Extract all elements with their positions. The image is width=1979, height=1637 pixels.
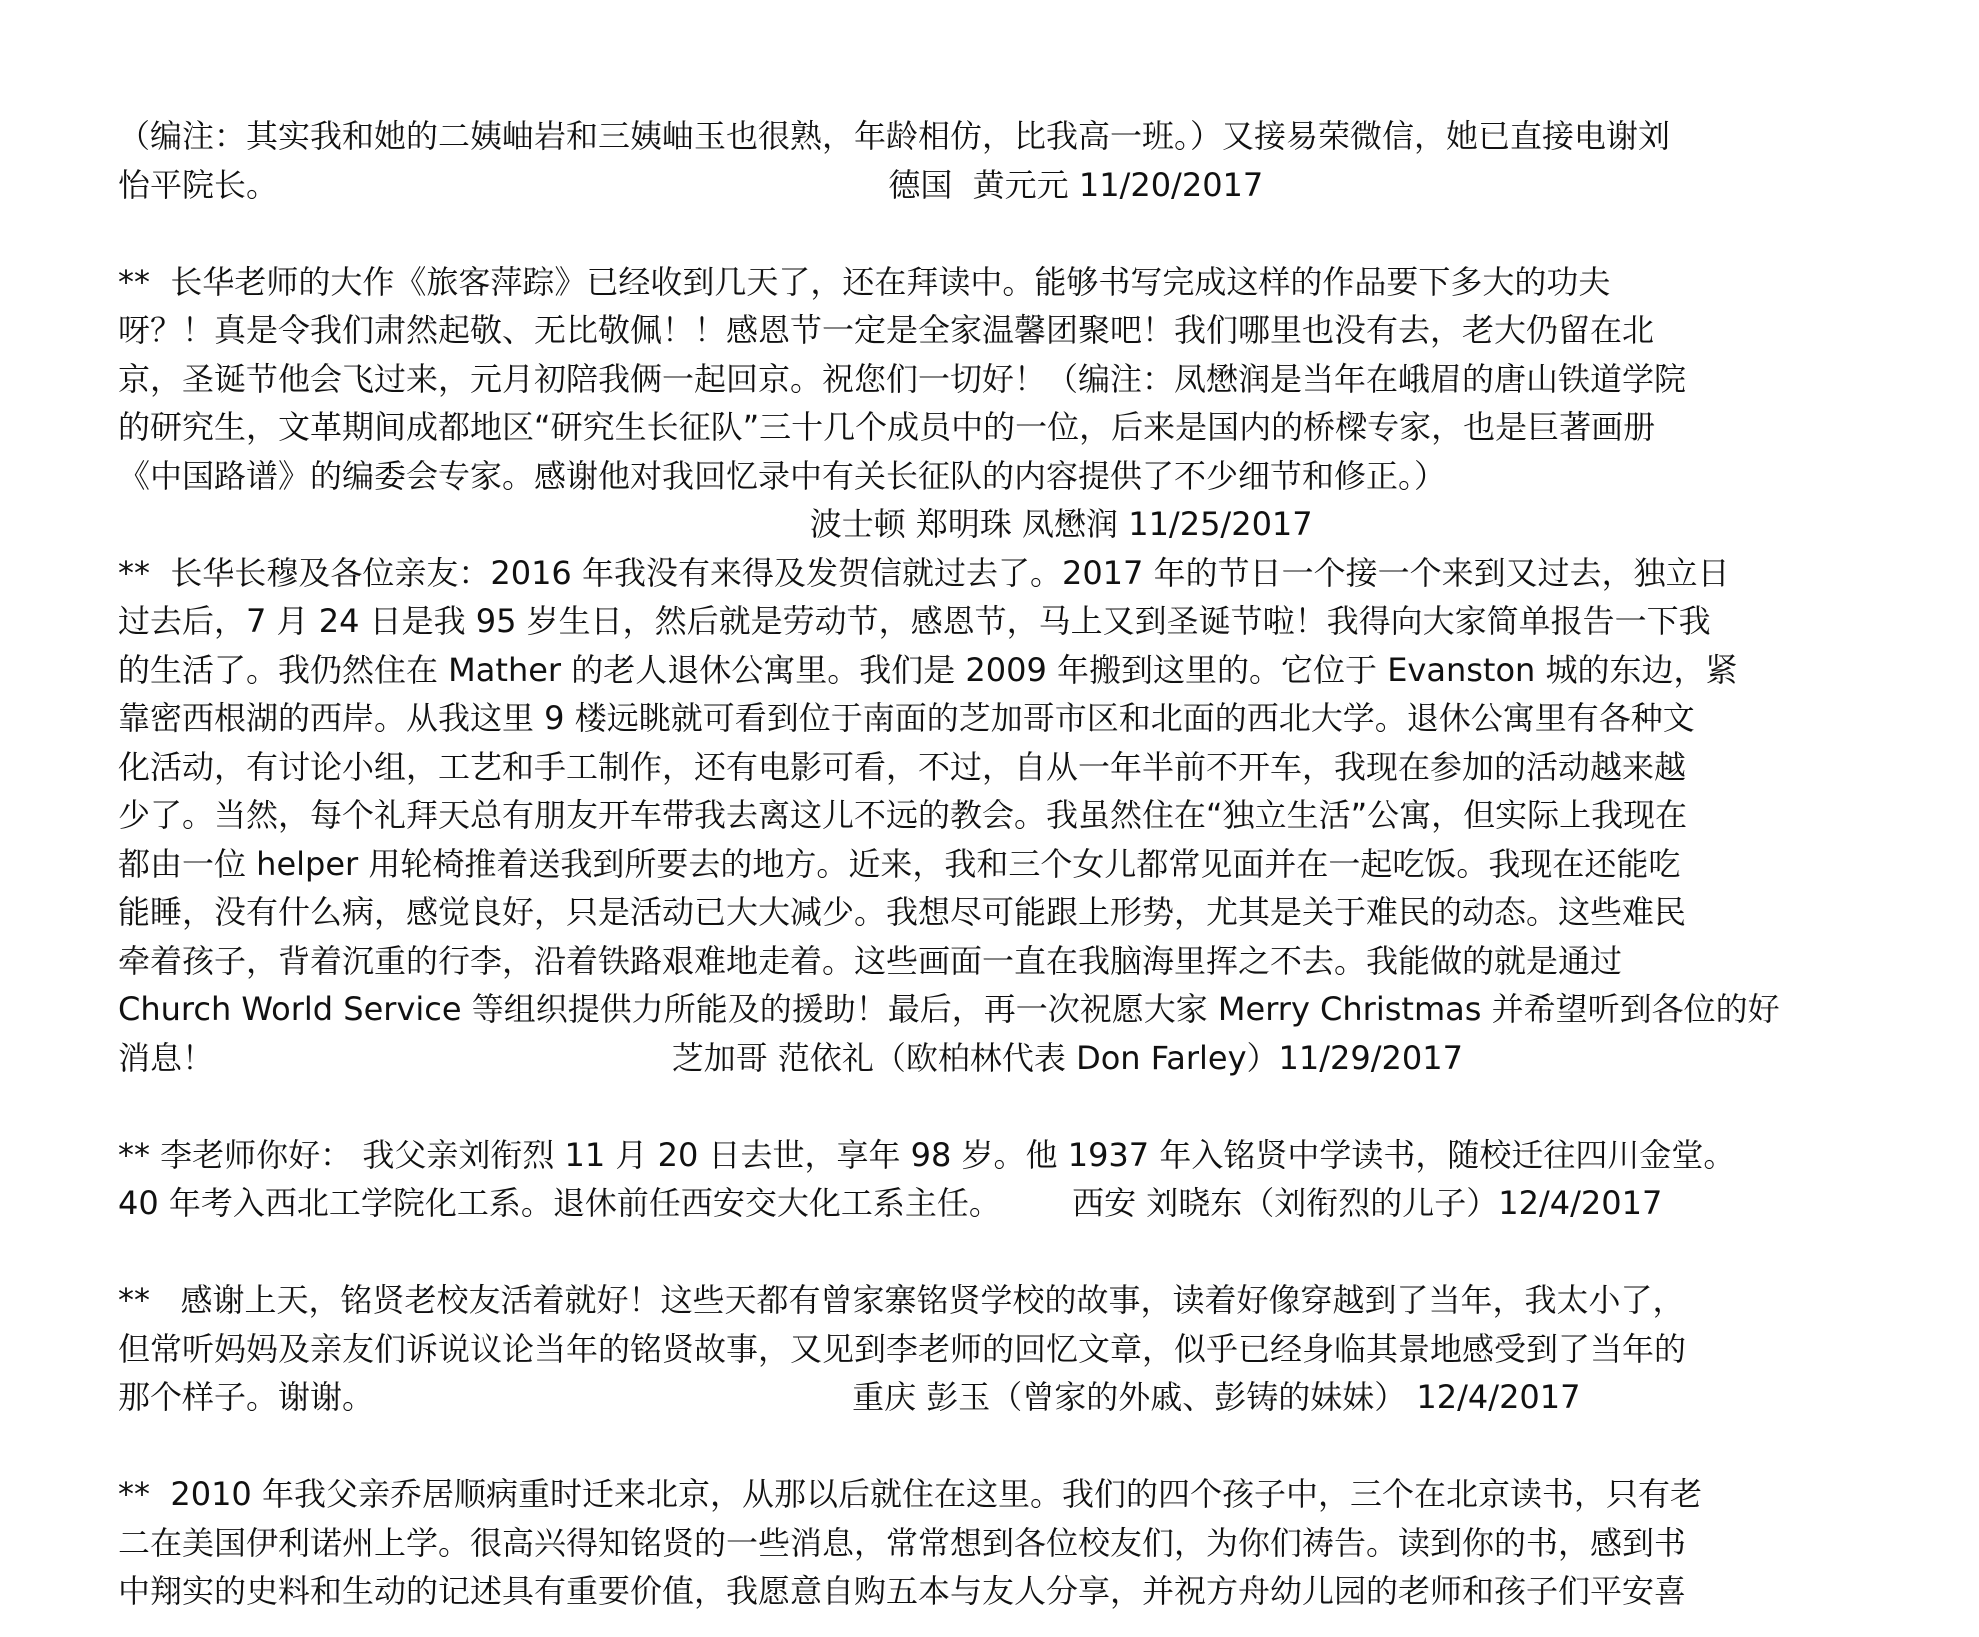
text-line: ** 长华长穆及各位亲友：2016 年我没有来得及发贺信就过去了。2017 年的节日一个接一个来到又过去，独立日 bbox=[118, 553, 1730, 592]
text-line: 化活动，有讨论小组，工艺和手工制作，还有电影可看，不过，自从一年半前不开车，我现在参加的活动越来越 bbox=[118, 747, 1687, 786]
text-line: 都由一位 helper 用轮椅推着送我到所要去的地方。近来，我和三个女儿都常见面并在一起吃饭。我现在还能吃 bbox=[118, 844, 1681, 883]
text-line: 过去后，7 月 24 日是我 95 岁生日，然后就是劳动节，感恩节，马上又到圣诞节啦！我得向大家简单报告一下我 bbox=[118, 602, 1711, 640]
text-line: 能睡，没有什么病，感觉良好，只是活动已大大减少。我想尽可能跟上形势，尤其是关于难民的动态。这些难民 bbox=[118, 893, 1687, 931]
text-line: ** 长华老师的大作《旅客萍踪》已经收到几天了，还在拜读中。能够书写完成这样的作品要下多大的功夫 bbox=[118, 262, 1611, 301]
text-line: 中翔实的史料和生动的记述具有重要价值，我愿意自购五本与友人分享，并祝方舟幼儿园的老师和孩子们平安喜 bbox=[118, 1572, 1687, 1610]
document-page bbox=[118, 112, 1878, 1616]
text-line: 但常听妈妈及亲友们诉说议论当年的铭贤故事，又见到李老师的回忆文章，似乎已经身临其景地感受到了当年的 bbox=[118, 1329, 1687, 1368]
text-line: 的生活了。我仍然住在 Mather 的老人退休公寓里。我们是 2009 年搬到这里的。它位于 Evanston 城的东边，紧 bbox=[118, 650, 1738, 689]
text-line: （编注：其实我和她的二姨岫岩和三姨岫玉也很熟，年龄相仿，比我高一班。）又接易荣微信，她已直接电谢刘 bbox=[118, 117, 1671, 155]
entry-zheng-mingzhu bbox=[118, 258, 1878, 549]
text-line-signature: 消息！ 芝加哥 范依礼（欧柏林代表 Don Farley）11/29/2017 bbox=[118, 1038, 1463, 1077]
paragraph-gap bbox=[118, 1082, 1878, 1131]
text-line-signature: 40 年考入西北工学院化工系。退休前任西安交大化工系主任。 西安 刘晓东（刘衔烈的儿子）12/4/2017 bbox=[118, 1184, 1663, 1222]
paragraph-gap bbox=[118, 1228, 1878, 1277]
text-line: 二在美国伊利诺州上学。很高兴得知铭贤的一些消息，常常想到各位校友们，为你们祷告。读到你的书，感到书 bbox=[118, 1523, 1687, 1562]
text-line: ** 感谢上天，铭贤老校友活着就好！这些天都有曾家寨铭贤学校的故事，读着好像穿越到了当年，我太小了， bbox=[118, 1281, 1685, 1319]
paragraph-gap bbox=[118, 1422, 1878, 1471]
text-line: 《中国路谱》的编委会专家。感谢他对我回忆录中有关长征队的内容提供了不少细节和修正。） bbox=[118, 456, 1447, 495]
text-line-signature: 怡平院长。 德国 黄元元 11/20/2017 bbox=[118, 165, 1264, 204]
entry-liu-xiaodong bbox=[118, 1131, 1878, 1228]
text-line: 牵着孩子，背着沉重的行李，沿着铁路艰难地走着。这些画面一直在我脑海里挥之不去。我能做的就是通过 bbox=[118, 941, 1623, 980]
paragraph-gap bbox=[118, 209, 1878, 258]
text-line: Church World Service 等组织提供力所能及的援助！最后，再一次祝愿大家 Merry Christmas 并希望听到各位的好 bbox=[118, 990, 1780, 1028]
text-line: 少了。当然，每个礼拜天总有朋友开车带我去离这儿不远的教会。我虽然住在“独立生活”公寓，但实际上我现在 bbox=[118, 796, 1688, 834]
entry-fan-yili bbox=[118, 549, 1878, 1083]
text-line: ** 2010 年我父亲乔居顺病重时迁来北京，从那以后就住在这里。我们的四个孩子中，三个在北京读书，只有老 bbox=[118, 1475, 1702, 1513]
text-line: 京，圣诞节他会飞过来，元月初陪我俩一起回京。祝您们一切好！（编注：凤懋润是当年在峨眉的唐山铁道学院 bbox=[118, 359, 1687, 398]
text-line: ** 李老师你好： 我父亲刘衔烈 11 月 20 日去世，享年 98 岁。他 1937 年入铭贤中学读书，随校迁往四川金堂。 bbox=[118, 1135, 1736, 1174]
text-line-signature: 那个样子。谢谢。 重庆 彭玉（曾家的外戚、彭铸的妹妹） 12/4/2017 bbox=[118, 1378, 1581, 1416]
text-line: 靠密西根湖的西岸。从我这里 9 楼远眺就可看到位于南面的芝加哥市区和北面的西北大学。退休公寓里有各种文 bbox=[118, 699, 1695, 737]
entry-peng-yu bbox=[118, 1276, 1878, 1422]
entry-huang-yuanyuan bbox=[118, 112, 1878, 209]
entry-qiao-jushun bbox=[118, 1470, 1878, 1616]
text-line-signature: 波士顿 郑明珠 凤懋润 11/25/2017 bbox=[118, 505, 1313, 543]
text-line: 呀？！真是令我们肃然起敬、无比敬佩！！感恩节一定是全家温馨团聚吧！我们哪里也没有去，老大仍留在北 bbox=[118, 311, 1655, 349]
text-line: 的研究生，文革期间成都地区“研究生长征队”三十几个成员中的一位，后来是国内的桥樑专家，也是巨著画册 bbox=[118, 408, 1656, 446]
